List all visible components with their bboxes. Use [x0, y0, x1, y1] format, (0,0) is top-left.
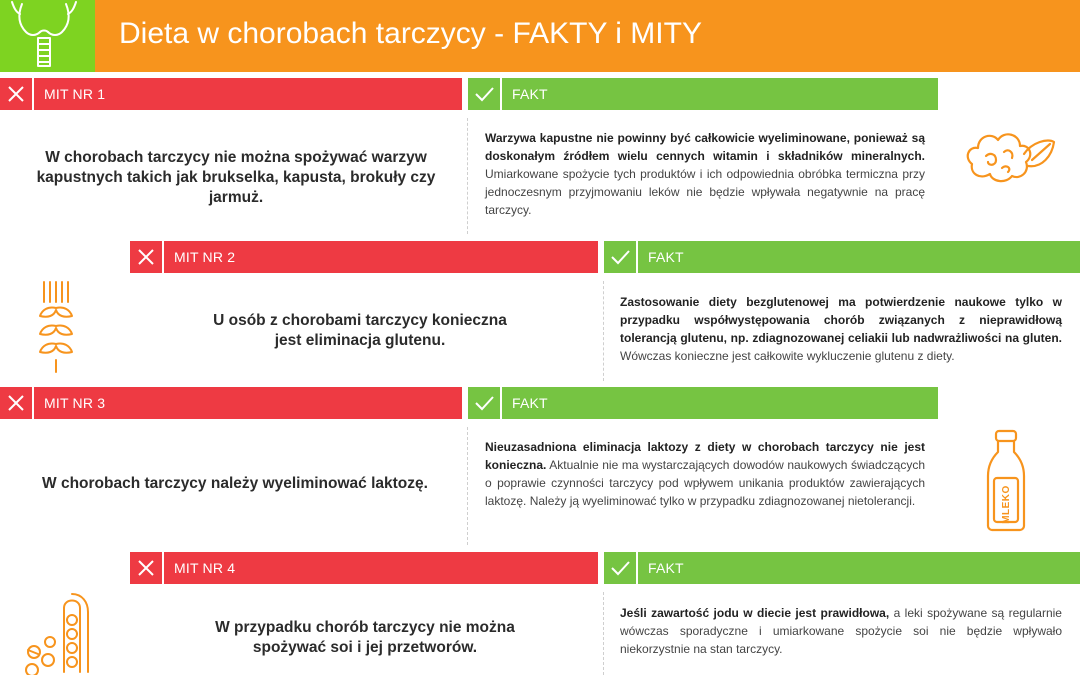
soy-icon: [22, 590, 94, 675]
myth-3-label: MIT NR 3: [44, 395, 106, 411]
fact-2-body: Wówczas konieczne jest całkowite wykluczenie glutenu z diety.: [620, 349, 955, 363]
divider: [467, 427, 468, 545]
fact-4-label: FAKT: [648, 560, 684, 576]
header-bar: [95, 0, 1080, 72]
divider: [603, 281, 604, 381]
myth-4-bar: [130, 552, 598, 584]
myth-2-bar: [130, 241, 598, 273]
header-logo-panel: [0, 0, 95, 72]
myth-3-bar: [0, 387, 462, 419]
close-icon: [130, 552, 162, 584]
fact-1-body: Umiarkowane spożycie tych produktów i ich odpowiednia obróbka termiczna przy jednoczesnym przyjmowaniu leków nie będzie wpływała negatywnie na pracę tarczycy.: [485, 167, 925, 217]
check-icon: [468, 78, 500, 110]
close-icon: [0, 387, 32, 419]
check-icon: [604, 241, 636, 273]
fact-1-label: FAKT: [512, 86, 548, 102]
divider: [467, 118, 468, 234]
fact-1-bar: [468, 78, 938, 110]
fact-4-body: a leki spożywane są regularnie wówczas sporadyczne i umiarkowane spożycie soi nie będzie wpływało niekorzystnie na stan tarczycy.: [620, 606, 1062, 656]
fact-1-bold: Warzywa kapustne nie powinny być całkowicie wyeliminowane, ponieważ są doskonałym źródłem wielu cennych witamin i składników mineralnych.: [485, 131, 925, 163]
myth-4-label: MIT NR 4: [174, 560, 236, 576]
fact-4-bar: [604, 552, 1080, 584]
fact-2-bold: Zastosowanie diety bezglutenowej ma potwierdzenie naukowe tylko w przypadku współwystępowania chorób związanych z nieprawidłową tolerancją glutenu, np. zdiagnozowanej celiakii lub nadwrażliwości na gluten.: [620, 295, 1062, 345]
myth-4-text: W przypadku chorób tarczycy nie można spożywać soi i jej przetworów.: [215, 619, 515, 656]
cabbage-icon: [962, 126, 1058, 186]
milk-label-text: MLEKO: [1000, 484, 1012, 524]
fact-3-bold: Nieuzasadniona eliminacja laktozy z diety w chorobach tarczycy nie jest konieczna.: [485, 440, 925, 472]
fact-1-text: [485, 129, 925, 219]
close-icon: [130, 241, 162, 273]
fact-2-bar: [604, 241, 1080, 273]
fact-3-text: [485, 438, 925, 510]
myth-1-label: MIT NR 1: [44, 86, 106, 102]
fact-4-bold: Jeśli zawartość jodu w diecie jest prawidłowa,: [620, 606, 890, 620]
wheat-icon: [36, 280, 78, 374]
thyroid-icon: [0, 0, 95, 72]
myth-2-label: MIT NR 2: [174, 249, 236, 265]
myth-1-text: W chorobach tarczycy nie można spożywać warzyw kapustnych takich jak brukselka, kapusta, brokuły czy jarmuż.: [36, 149, 436, 206]
milk-label: [994, 486, 1018, 522]
check-icon: [604, 552, 636, 584]
myth-3-text: W chorobach tarczycy należy wyeliminować laktozę.: [42, 475, 428, 492]
myth-2-text: U osób z chorobami tarczycy konieczna jest eliminacja glutenu.: [213, 312, 507, 349]
close-icon: [0, 78, 32, 110]
check-icon: [468, 387, 500, 419]
divider: [603, 592, 604, 675]
myth-1-bar: [0, 78, 462, 110]
page-title: Dieta w chorobach tarczycy - FAKTY i MITY: [119, 17, 702, 50]
fact-3-bar: [468, 387, 938, 419]
fact-4-text: [620, 604, 1062, 658]
fact-2-text: [620, 293, 1062, 365]
fact-3-body: Aktualnie nie ma wystarczających dowodów naukowych świadczących o poprawie czynności tarczycy pod wpływem unikania produktów zawierających laktozę. Należy ją wyeliminować tylko w przypadku zdiagnozowanej nietolerancji.: [485, 458, 925, 508]
fact-2-label: FAKT: [648, 249, 684, 265]
milk-bottle-icon: [984, 428, 1028, 532]
fact-3-label: FAKT: [512, 395, 548, 411]
